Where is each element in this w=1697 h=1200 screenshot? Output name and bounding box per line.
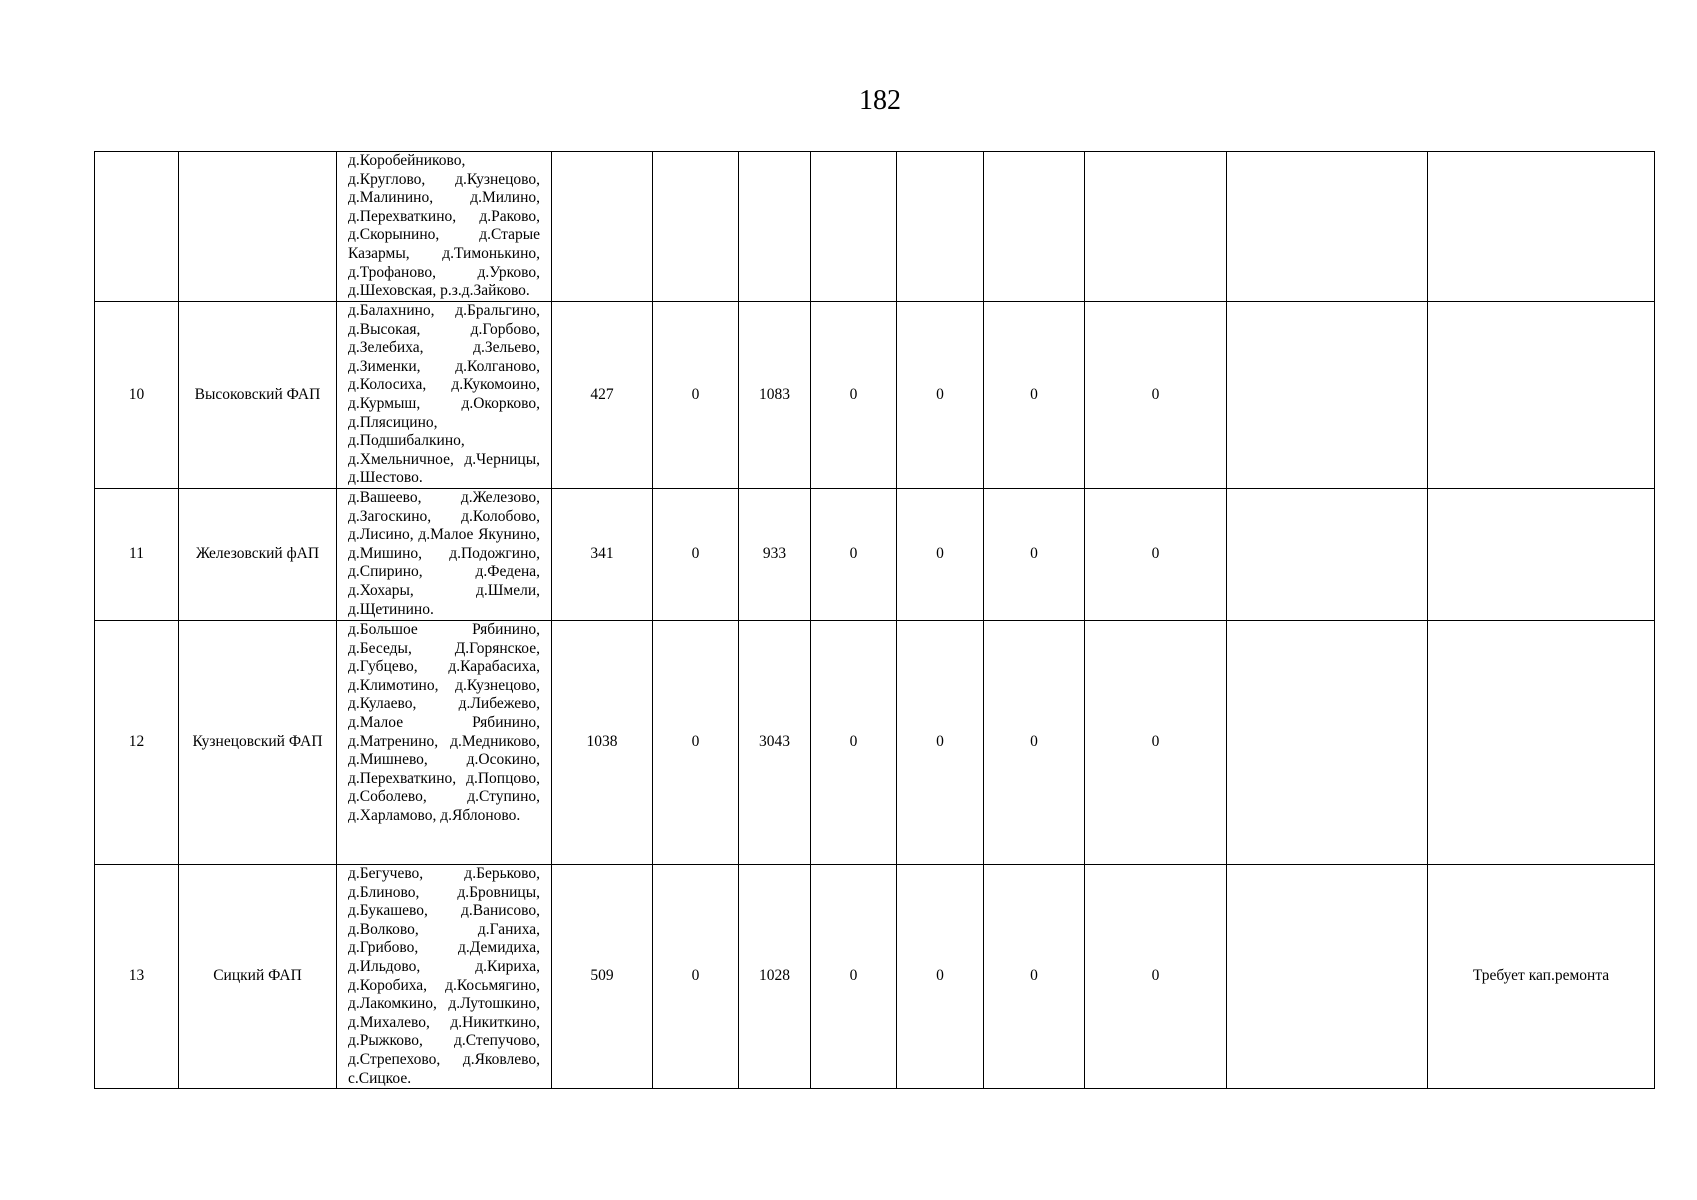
row-number-cell: 11 [95,489,179,621]
value-cell-3 [739,152,811,302]
fap-table [94,151,1655,1089]
row-number-cell [95,152,179,302]
value-cell-1: 341 [552,489,653,621]
note-cell-1 [1227,302,1428,489]
value-cell-5 [897,152,984,302]
value-cell-4 [811,152,897,302]
table-row [95,865,1655,1089]
row-number-cell: 10 [95,302,179,489]
facility-name-cell [179,152,337,302]
value-cell-3: 3043 [739,621,811,865]
value-cell-6: 0 [984,302,1085,489]
value-cell-4: 0 [811,621,897,865]
facility-name-cell: Железовский фАП [179,489,337,621]
note-cell-1 [1227,865,1428,1089]
settlements-cell: д.Коробейниково, д.Круглово, д.Кузнецово, д.Малинино, д.Милино, д.Перехваткино, д.Раково, д.Скорынино, д.Старые Казармы, д.Тимонькино, д.Трофаново, д.Урково, д.Шеховская, р.з.д.Зайково. [337,152,552,302]
value-cell-1: 1038 [552,621,653,865]
value-cell-7 [1085,152,1227,302]
settlements-cell: д.Большое Рябинино, д.Беседы, Д.Горянское, д.Губцево, д.Карабасиха, д.Климотино, д.Кузнецово, д.Кулаево, д.Либежево, д.Малое Рябинино, д.Матренино, д.Медниково, д.Мишнево, д.Осокино, д.Перехваткино, д.Попцово, д.Соболево, д.Ступино, д.Харламово, д.Яблоново. [337,621,552,865]
value-cell-3: 1083 [739,302,811,489]
value-cell-7: 0 [1085,302,1227,489]
facility-name-cell: Сицкий ФАП [179,865,337,1089]
value-cell-2: 0 [653,621,739,865]
value-cell-1: 509 [552,865,653,1089]
note-cell-1 [1227,152,1428,302]
value-cell-5: 0 [897,302,984,489]
note-cell-2 [1428,489,1655,621]
note-cell-2: Требует кап.ремонта [1428,865,1655,1089]
value-cell-4: 0 [811,302,897,489]
value-cell-7: 0 [1085,489,1227,621]
value-cell-5: 0 [897,865,984,1089]
value-cell-6: 0 [984,865,1085,1089]
value-cell-4: 0 [811,489,897,621]
value-cell-5: 0 [897,621,984,865]
note-cell-2 [1428,302,1655,489]
settlements-cell: д.Вашеево, д.Железово, д.Загоскино, д.Колобово, д.Лисино, д.Малое Якунино, д.Мишино, д.Подожгино, д.Спирино, д.Федена, д.Хохары, д.Шмели, д.Щетинино. [337,489,552,621]
note-cell-1 [1227,489,1428,621]
table-row [95,621,1655,865]
row-number-cell: 13 [95,865,179,1089]
table-row [95,152,1655,302]
note-cell-2 [1428,152,1655,302]
settlements-cell: д.Бегучево, д.Берьково, д.Блиново, д.Бровницы, д.Букашево, д.Ванисово, д.Волково, д.Ганиха, д.Грибово, д.Демидиха, д.Ильдово, д.Кириха, д.Коробиха, д.Косьмягино, д.Лакомкино, д.Лутошкино, д.Михалево, д.Никиткино, д.Рыжково, д.Степучово, д.Стрепехово, д.Яковлево, с.Сицкое. [337,865,552,1089]
row-number-cell: 12 [95,621,179,865]
facility-name-cell: Кузнецовский ФАП [179,621,337,865]
value-cell-2 [653,152,739,302]
value-cell-3: 933 [739,489,811,621]
value-cell-7: 0 [1085,865,1227,1089]
value-cell-3: 1028 [739,865,811,1089]
value-cell-2: 0 [653,865,739,1089]
facility-name-cell: Высоковский ФАП [179,302,337,489]
value-cell-4: 0 [811,865,897,1089]
value-cell-5: 0 [897,489,984,621]
settlements-cell: д.Балахнино, д.Бральгино, д.Высокая, д.Горбово, д.Зелебиха, д.Зельево, д.Зименки, д.Колганово, д.Колосиха, д.Кукомоино, д.Курмыш, д.Окорково, д.Плясицино, д.Подшибалкино, д.Хмельничное, д.Черницы, д.Шестово. [337,302,552,489]
table-row [95,489,1655,621]
value-cell-1: 427 [552,302,653,489]
note-cell-2 [1428,621,1655,865]
table-row [95,302,1655,489]
page-number: 182 [859,85,901,116]
note-cell-1 [1227,621,1428,865]
value-cell-1 [552,152,653,302]
value-cell-7: 0 [1085,621,1227,865]
value-cell-2: 0 [653,302,739,489]
value-cell-2: 0 [653,489,739,621]
value-cell-6: 0 [984,489,1085,621]
value-cell-6: 0 [984,621,1085,865]
value-cell-6 [984,152,1085,302]
